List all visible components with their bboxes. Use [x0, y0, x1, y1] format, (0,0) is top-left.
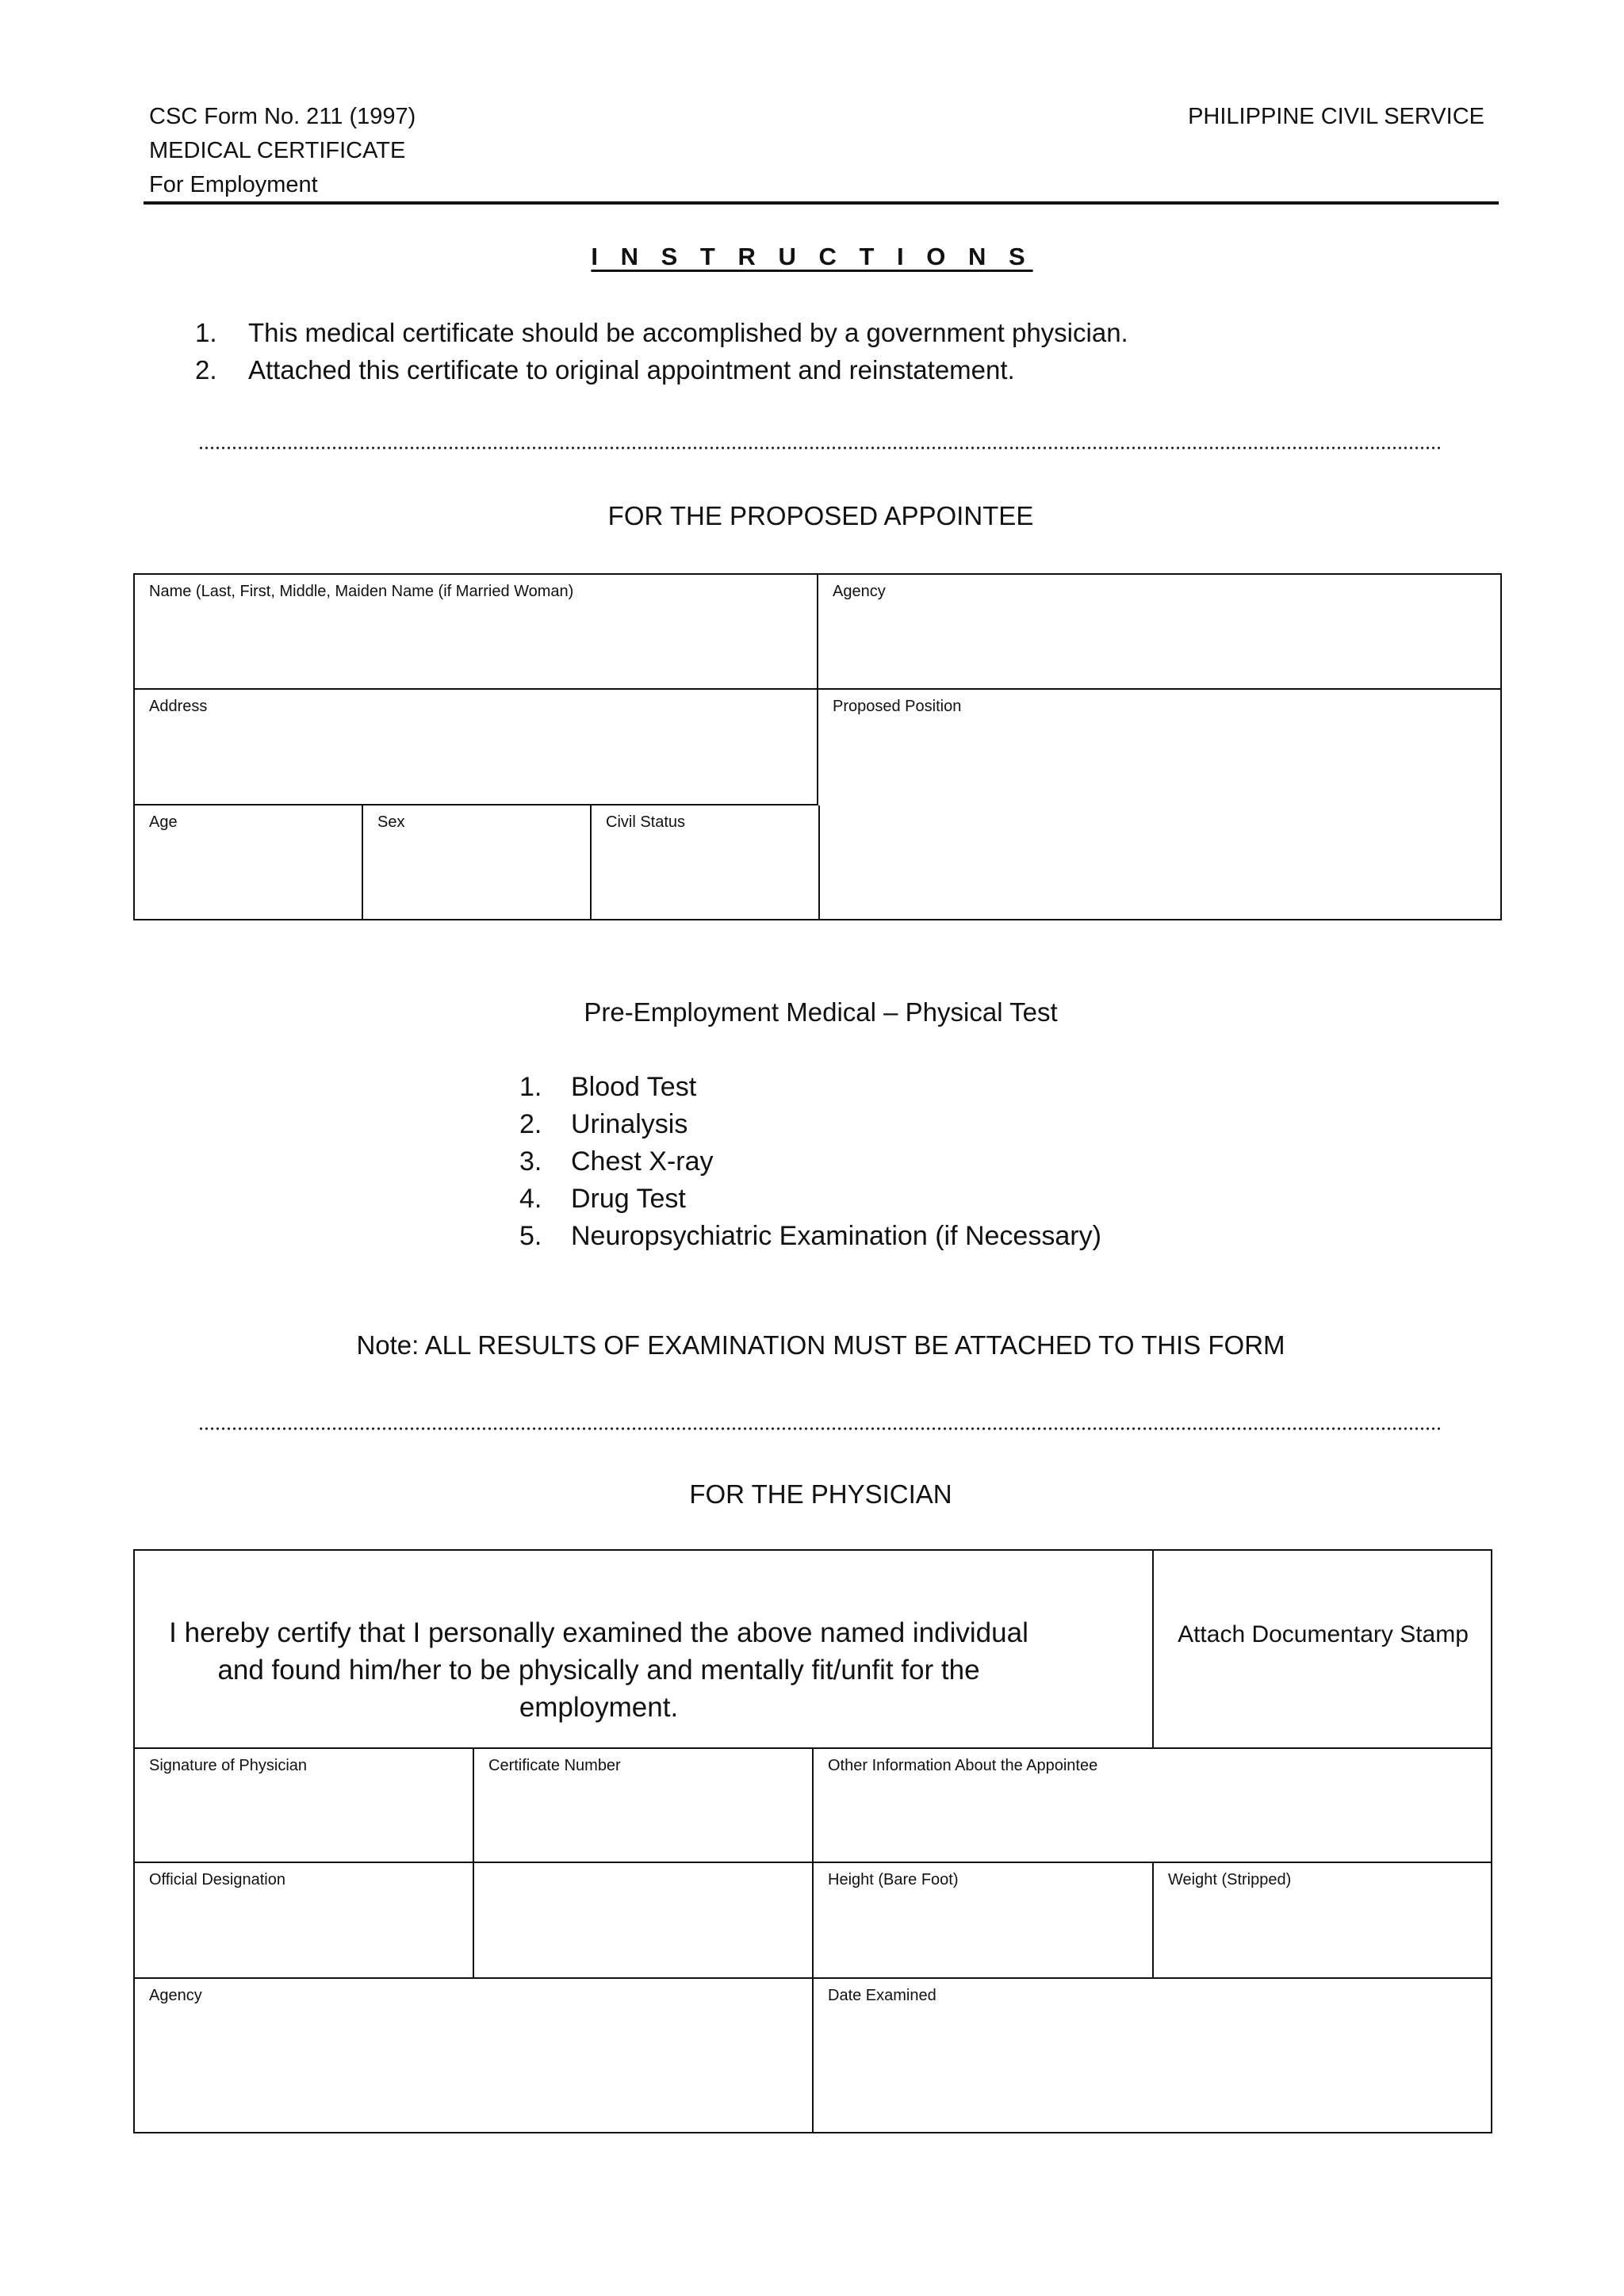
signature-label: Signature of Physician	[149, 1757, 308, 1774]
instruction-item	[195, 351, 1128, 388]
test-text: Neuropsychiatric Examination (if Necessary)	[571, 1221, 1101, 1251]
civil-status-field[interactable]	[592, 806, 820, 920]
physician-agency-field[interactable]	[135, 1979, 814, 2132]
test-item	[519, 1143, 1101, 1181]
appointee-table	[133, 573, 1502, 920]
test-number: 4.	[519, 1184, 542, 1214]
test-text: Blood Test	[571, 1072, 697, 1102]
official-designation-field[interactable]	[135, 1863, 474, 1979]
form-header	[149, 100, 416, 202]
physician-agency-label: Agency	[149, 1987, 202, 2004]
proposed-position-label: Proposed Position	[833, 698, 962, 715]
age-label: Age	[149, 813, 178, 831]
physician-table	[133, 1549, 1492, 2133]
test-number: 1.	[519, 1072, 542, 1102]
official-designation-value-field[interactable]	[474, 1863, 814, 1979]
instructions-list	[195, 314, 1128, 388]
address-field[interactable]	[135, 690, 818, 806]
dotted-separator	[198, 1426, 1440, 1431]
documentary-stamp-cell	[1154, 1551, 1492, 1749]
form-number: CSC Form No. 211 (1997)	[149, 104, 416, 129]
certification-text: I hereby certify that I personally examined the above named individual and found him/her to be physically and mentally fit/unfit for the employment.	[169, 1617, 1028, 1723]
issuing-agency: PHILIPPINE CIVIL SERVICE	[1188, 104, 1484, 129]
tests-list	[519, 1069, 1101, 1255]
official-designation-label: Official Designation	[149, 1871, 285, 1888]
height-label: Height (Bare Foot)	[828, 1871, 959, 1888]
documentary-stamp-label: Attach Documentary Stamp	[1178, 1621, 1469, 1647]
date-examined-label: Date Examined	[828, 1987, 936, 2004]
other-info-field[interactable]	[814, 1749, 1492, 1863]
age-field[interactable]	[135, 806, 363, 920]
sex-field[interactable]	[363, 806, 592, 920]
certificate-number-field[interactable]	[474, 1749, 814, 1863]
agency-label: Agency	[833, 583, 886, 600]
address-label: Address	[149, 698, 208, 715]
civil-status-label: Civil Status	[606, 813, 686, 831]
weight-label: Weight (Stripped)	[1168, 1871, 1292, 1888]
tests-title: Pre-Employment Medical – Physical Test	[584, 997, 1058, 1027]
sex-label: Sex	[377, 813, 405, 831]
instruction-number: 2.	[195, 355, 217, 385]
proposed-position-field[interactable]	[818, 690, 1502, 920]
name-label: Name (Last, First, Middle, Maiden Name (if Married Woman)	[149, 583, 574, 600]
test-number: 3.	[519, 1146, 542, 1177]
dotted-separator	[198, 446, 1440, 450]
instructions-title: I N S T R U C T I O N S	[591, 243, 1033, 270]
weight-field[interactable]	[1154, 1863, 1492, 1979]
test-item	[519, 1069, 1101, 1106]
agency-field[interactable]	[818, 575, 1502, 690]
instruction-text: This medical certificate should be accomplished by a government physician.	[248, 318, 1128, 347]
instruction-text: Attached this certificate to original appointment and reinstatement.	[248, 355, 1015, 385]
test-number: 2.	[519, 1109, 542, 1139]
name-field[interactable]	[135, 575, 818, 690]
date-examined-field[interactable]	[814, 1979, 1492, 2132]
height-field[interactable]	[814, 1863, 1154, 1979]
certificate-number-label: Certificate Number	[488, 1757, 621, 1774]
test-number: 5.	[519, 1221, 542, 1251]
form-purpose: For Employment	[149, 172, 318, 197]
test-item	[519, 1181, 1101, 1218]
test-text: Drug Test	[571, 1184, 686, 1214]
signature-field[interactable]	[135, 1749, 474, 1863]
appointee-section-title: FOR THE PROPOSED APPOINTEE	[607, 501, 1034, 530]
instruction-number: 1.	[195, 318, 217, 347]
certification-cell	[135, 1551, 1154, 1749]
header-divider	[144, 201, 1499, 205]
instruction-item	[195, 314, 1128, 351]
other-info-label: Other Information About the Appointee	[828, 1757, 1098, 1774]
results-note: Note: ALL RESULTS OF EXAMINATION MUST BE ATTACHED TO THIS FORM	[356, 1330, 1285, 1360]
test-text: Urinalysis	[571, 1109, 688, 1139]
test-item	[519, 1106, 1101, 1143]
physician-section-title: FOR THE PHYSICIAN	[689, 1479, 952, 1509]
form-title: MEDICAL CERTIFICATE	[149, 138, 406, 163]
test-text: Chest X-ray	[571, 1146, 714, 1177]
test-item	[519, 1218, 1101, 1255]
